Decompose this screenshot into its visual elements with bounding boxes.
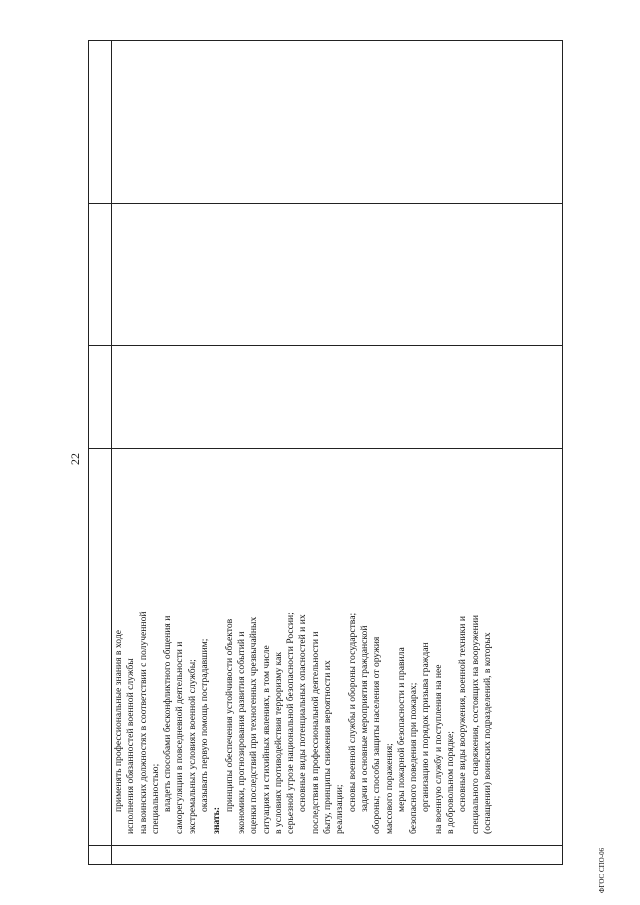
text-line: экономики, прогнозирования развития событий и [235, 631, 247, 834]
text-line: (оснащении) воинских подразделений, в которых [481, 632, 493, 834]
text-line: оценки последствий при техногенных чрезвычайных [248, 616, 260, 834]
text-line: знать: [211, 807, 223, 834]
text-line: основные виды вооружения, военной техники и [457, 616, 469, 812]
text-line: основные виды потенциальных опасностей и их [297, 614, 309, 812]
text-line: саморегуляции в повседневной деятельности и [174, 641, 186, 834]
text-line: обороны; способы защиты населения от оружия [371, 636, 383, 834]
text-line: владеть способами бесконфликтного общения и [162, 615, 174, 812]
table-row-divider [111, 41, 112, 864]
text-line: основы военной службы и обороны государства; [346, 612, 358, 812]
text-line: принципы обеспечения устойчивости объектов [223, 618, 235, 812]
text-line: применять профессиональные знания в ходе [113, 630, 124, 812]
text-line: ситуациях и стихийных явлениях, в том числе [260, 645, 272, 834]
text-line: реализации; [334, 784, 346, 834]
table-column-divider [89, 203, 562, 204]
text-line: задачи и основные мероприятия гражданской [358, 625, 370, 812]
standards-table [88, 40, 563, 865]
text-line: меры пожарной безопасности и правила [395, 647, 407, 812]
footer-code: ФГОС СПО-06 [598, 847, 606, 893]
text-line: массового поражения; [383, 743, 395, 834]
text-line: экстремальных условиях военной службы; [186, 659, 198, 834]
text-line: оказывать первую помощь пострадавшим; [199, 638, 211, 812]
text-line: на военную службу и поступления на нее [432, 664, 444, 834]
page-number: 22 [68, 453, 82, 465]
text-line: безопасного поведения при пожарах; [408, 682, 420, 834]
table-column-divider [89, 845, 562, 846]
text-line: в добровольном порядке; [445, 731, 457, 834]
text-line: последствия в профессиональной деятельности и [309, 631, 321, 834]
table-column-divider [89, 448, 562, 449]
text-line: специального снаряжения, состоящих на вооружении [469, 614, 481, 834]
text-line: специальностью; [149, 763, 161, 834]
text-line: организацию и порядок призыва граждан [420, 642, 432, 812]
competency-cell-text [113, 454, 553, 834]
text-line: быту, принципы снижения вероятности их [322, 660, 334, 834]
text-line: исполнения обязанностей военной службы [125, 658, 137, 834]
text-line: серьезной угрозе национальной безопасности России; [285, 612, 297, 834]
text-line: в условиях противодействия терроризму как [272, 651, 284, 834]
text-line: на воинских должностях в соответствии с полученной [137, 611, 149, 834]
table-column-divider [89, 345, 562, 346]
